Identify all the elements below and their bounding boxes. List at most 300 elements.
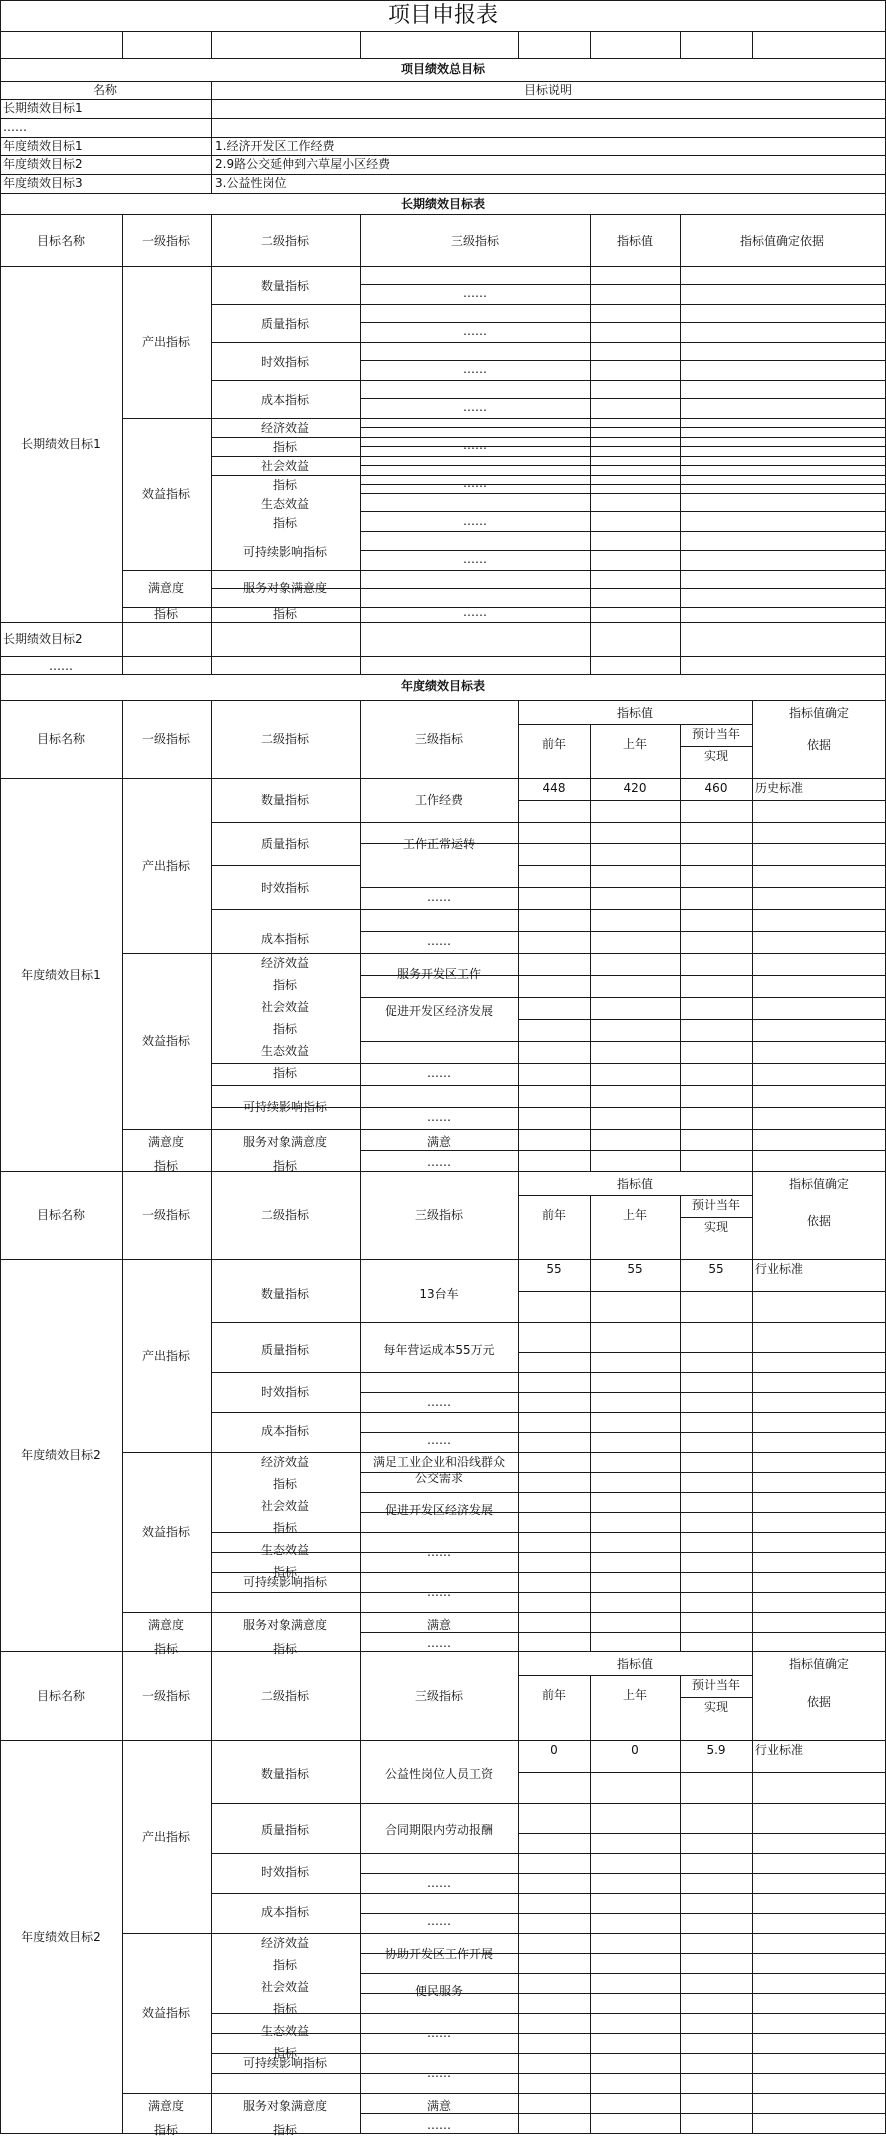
- service-satisfaction: 服务对象满意度: [242, 2099, 328, 2113]
- grid-line: [360, 909, 518, 910]
- economic-benefit: 经济效益: [260, 1936, 310, 1950]
- grid-line: [360, 931, 518, 932]
- grid-line: [518, 1853, 886, 1854]
- indicator-label: 指标: [272, 978, 298, 992]
- grid-line: [0, 118, 886, 119]
- level3-economic: 满足工业企业和沿线群众: [372, 1455, 506, 1469]
- satisfaction-indicator: 满意度: [147, 581, 185, 595]
- quantity-indicator: 数量指标: [260, 1767, 310, 1781]
- grid-line: [360, 31, 361, 59]
- ellipsis: ……: [427, 1636, 451, 1650]
- grid-line: [0, 31, 886, 32]
- level3-social: 促进开发区经济发展: [384, 1004, 494, 1018]
- grid-line: [0, 81, 886, 82]
- grid-line: [122, 31, 123, 59]
- grid-line: [0, 1740, 886, 1741]
- grid-line: [211, 304, 360, 305]
- grid-line: [518, 1772, 886, 1773]
- grid-line: [360, 1803, 518, 1804]
- header-level1: 一级指标: [141, 1208, 191, 1222]
- grid-line: [518, 1063, 886, 1064]
- benefit-indicator: 效益指标: [141, 1525, 191, 1539]
- grid-line: [211, 1853, 360, 1854]
- ellipsis: ……: [463, 286, 487, 300]
- level3-quantity: 公益性岗位人员工资: [384, 1767, 494, 1781]
- grid-line: [518, 1803, 886, 1804]
- header-level2: 二级指标: [260, 1208, 310, 1222]
- grid-line: [211, 456, 360, 457]
- grid-line: [360, 1412, 518, 1413]
- service-satisfaction: 服务对象满意度: [242, 581, 328, 595]
- ellipsis: ……: [427, 1876, 451, 1890]
- level3-economic: 公交需求: [414, 1471, 464, 1485]
- grid-line: [0, 1259, 886, 1260]
- indicator-label: 指标: [272, 1958, 298, 1972]
- header-value: 指标值: [616, 234, 654, 248]
- sustainable-indicator: 可持续影响指标: [242, 1100, 328, 1114]
- value-expected: 460: [704, 781, 728, 795]
- grid-line: [211, 1085, 360, 1086]
- quantity-indicator: 数量指标: [260, 1287, 310, 1301]
- grid-line: [518, 1085, 886, 1086]
- grid-line: [122, 1452, 886, 1453]
- grid-line: [518, 2113, 886, 2114]
- grid-line: [518, 1150, 886, 1151]
- service-satisfaction: 服务对象满意度: [242, 1618, 328, 1632]
- grid-line: [518, 1953, 886, 1954]
- grid-line: [518, 1552, 886, 1553]
- grid-line: [211, 437, 360, 438]
- benefit-indicator: 效益指标: [141, 1034, 191, 1048]
- grid-line: [590, 622, 591, 675]
- quality-indicator: 质量指标: [260, 1823, 310, 1837]
- header-prev2: 前年: [541, 1688, 567, 1702]
- level3-social: 促进开发区经济发展: [384, 1503, 494, 1517]
- header-level3: 三级指标: [414, 1208, 464, 1222]
- header-expected: 预计当年: [691, 1678, 741, 1692]
- header-level3: 三级指标: [450, 234, 500, 248]
- social-benefit: 社会效益: [260, 1980, 310, 1994]
- grid-line: [211, 31, 212, 59]
- ellipsis: ……: [427, 2066, 451, 2080]
- header-level1: 一级指标: [141, 234, 191, 248]
- ellipsis: ……: [427, 1545, 451, 1559]
- grid-line: [590, 1675, 591, 2134]
- quality-indicator: 质量指标: [260, 837, 310, 851]
- indicator-label: 指标: [272, 1022, 298, 1036]
- grid-line: [360, 1322, 518, 1323]
- header-basis: 依据: [806, 1694, 832, 1709]
- value-expected: 55: [708, 1262, 724, 1276]
- grid-line: [360, 887, 518, 888]
- grid-line: [122, 570, 886, 571]
- grid-line: [211, 822, 360, 823]
- header-level3: 三级指标: [414, 732, 464, 746]
- grid-line: [360, 1372, 518, 1373]
- header-level2: 二级指标: [260, 1688, 310, 1703]
- grid-line: [360, 1063, 518, 1064]
- grid-line: [518, 1322, 886, 1323]
- grid-line: [0, 137, 886, 138]
- header-goal: 目标名称: [36, 732, 86, 746]
- grid-line: [680, 1217, 752, 1218]
- service-satisfaction: 服务对象满意度: [242, 1135, 328, 1149]
- grid-line: [360, 1532, 518, 1533]
- value-prev1: 55: [627, 1262, 643, 1276]
- grid-line: [360, 342, 886, 343]
- grid-line: [0, 0, 1, 2134]
- ellipsis: ……: [427, 934, 451, 948]
- goal-name: 长期绩效目标2: [3, 632, 83, 646]
- satisfaction-indicator: 指标: [153, 2123, 179, 2137]
- grid-line: [518, 724, 752, 725]
- value-prev1: 420: [623, 781, 647, 795]
- grid-line: [360, 822, 518, 823]
- grid-line: [360, 1041, 518, 1042]
- ellipsis: ……: [427, 2118, 451, 2132]
- header-level3: 三级指标: [414, 1688, 464, 1703]
- summary-row-desc: 2.9路公交延伸到六草屋小区经费: [215, 157, 391, 171]
- level3-satisfaction: 满意: [426, 1135, 452, 1149]
- cost-indicator: 成本指标: [260, 932, 310, 946]
- header-prev1: 上年: [622, 737, 648, 751]
- grid-line: [680, 622, 681, 675]
- grid-line: [360, 531, 886, 532]
- grid-line: [211, 1893, 360, 1894]
- grid-line: [680, 1697, 752, 1698]
- ellipsis: ……: [463, 605, 487, 619]
- grid-line: [211, 2073, 360, 2074]
- grid-line: [360, 1392, 518, 1393]
- ellipsis: ……: [427, 1155, 451, 1169]
- grid-line: [211, 1412, 360, 1413]
- value-prev1: 0: [631, 1743, 639, 1757]
- grid-line: [122, 1129, 886, 1130]
- goal-name: 长期绩效目标1: [21, 437, 101, 451]
- grid-line: [518, 1675, 752, 1676]
- grid-line: [0, 155, 886, 156]
- grid-line: [211, 622, 212, 675]
- grid-line: [518, 822, 886, 823]
- header-basis: 指标值确定依据: [739, 234, 825, 248]
- grid-line: [360, 1107, 518, 1108]
- ellipsis: ……: [463, 400, 487, 414]
- economic-benefit: 经济效益: [260, 956, 310, 970]
- header-basis: 指标值确定: [788, 1177, 850, 1191]
- header-value: 指标值: [616, 706, 654, 720]
- output-indicator: 产出指标: [141, 1829, 191, 1844]
- satisfaction-indicator: 指标: [153, 1642, 179, 1656]
- grid-line: [360, 1973, 518, 1974]
- grid-line: [518, 31, 519, 59]
- grid-line: [680, 1195, 681, 1652]
- grid-line: [518, 1492, 886, 1493]
- value-basis: 历史标准: [755, 781, 804, 795]
- grid-line: [360, 456, 886, 457]
- grid-line: [518, 843, 886, 844]
- indicator-label: 指标: [272, 1521, 298, 1535]
- grid-line: [122, 1933, 886, 1934]
- grid-line: [360, 475, 886, 476]
- header-level1: 一级指标: [141, 732, 191, 746]
- indicator-label: 指标: [272, 478, 298, 492]
- benefit-indicator: 效益指标: [141, 2006, 191, 2020]
- grid-line: [518, 1352, 886, 1353]
- grid-line: [0, 700, 886, 701]
- quantity-indicator: 数量指标: [260, 279, 310, 293]
- social-benefit: 社会效益: [260, 1000, 310, 1014]
- grid-line: [518, 1195, 752, 1196]
- grid-line: [518, 1512, 886, 1513]
- grid-line: [590, 31, 591, 59]
- goal-name: 年度绩效目标2: [21, 1448, 101, 1462]
- header-value: 指标值: [616, 1657, 654, 1671]
- level3-satisfaction: 满意: [426, 2099, 452, 2113]
- grid-line: [518, 2073, 886, 2074]
- grid-line: [518, 1632, 886, 1633]
- ellipsis: ……: [463, 514, 487, 528]
- grid-line: [360, 1632, 518, 1633]
- grid-line: [518, 1107, 886, 1108]
- summary-row-name: ……: [3, 120, 27, 134]
- grid-line: [590, 1195, 591, 1652]
- grid-line: [360, 398, 886, 399]
- indicator-label: 指标: [272, 2046, 298, 2060]
- social-benefit: 社会效益: [260, 459, 310, 473]
- grid-line: [0, 58, 886, 59]
- grid-line: [360, 484, 886, 485]
- grid-line: [360, 1150, 518, 1151]
- grid-line: [518, 1993, 886, 1994]
- page-title: 项目申报表: [387, 3, 499, 28]
- goal-name: 年度绩效目标1: [21, 967, 101, 982]
- economic-benefit: 经济效益: [260, 421, 310, 435]
- grid-line: [211, 380, 360, 381]
- goal-more: ……: [49, 659, 73, 673]
- grid-line: [360, 427, 886, 428]
- header-goal: 目标名称: [36, 234, 86, 248]
- grid-line: [518, 2013, 886, 2014]
- grid-line: [0, 0, 886, 1]
- grid-line: [0, 622, 886, 623]
- sustainable-indicator: 可持续影响指标: [242, 1575, 328, 1589]
- grid-line: [122, 1612, 886, 1613]
- cost-indicator: 成本指标: [260, 1424, 310, 1438]
- grid-line: [211, 1322, 360, 1323]
- summary-row-name: 年度绩效目标2: [3, 157, 83, 171]
- grid-line: [518, 1913, 886, 1914]
- grid-line: [360, 322, 886, 323]
- level3-economic: 服务开发区工作: [396, 967, 482, 981]
- grid-line: [211, 214, 212, 675]
- level3-quantity: 13台车: [419, 1287, 459, 1301]
- grid-line: [518, 887, 886, 888]
- ellipsis: ……: [427, 1914, 451, 1928]
- grid-line: [360, 511, 886, 512]
- grid-line: [590, 724, 591, 1172]
- grid-line: [518, 2053, 886, 2054]
- ellipsis: ……: [427, 1110, 451, 1124]
- header-value: 指标值: [616, 1177, 654, 1191]
- grid-line: [680, 746, 752, 747]
- indicator-label: 指标: [272, 607, 298, 621]
- ellipsis: ……: [463, 362, 487, 376]
- timeliness-indicator: 时效指标: [260, 881, 310, 895]
- grid-line: [211, 1803, 360, 1804]
- grid-line: [122, 1651, 123, 2134]
- header-expected: 实现: [703, 749, 729, 763]
- grid-line: [360, 1893, 518, 1894]
- ecological-benefit: 生态效益: [260, 1044, 310, 1058]
- grid-line: [0, 214, 886, 215]
- grid-line: [360, 1492, 518, 1493]
- grid-line: [360, 446, 886, 447]
- header-expected: 实现: [703, 1700, 729, 1714]
- grid-line: [518, 997, 886, 998]
- grid-line: [518, 1392, 886, 1393]
- level3-quality: 工作正常运转: [402, 837, 476, 851]
- summary-row-desc: 3.公益性岗位: [215, 176, 287, 190]
- grid-line: [518, 1873, 886, 1874]
- grid-line: [360, 2113, 518, 2114]
- grid-line: [0, 778, 886, 779]
- value-basis: 行业标准: [755, 1743, 804, 1757]
- grid-line: [518, 1893, 886, 1894]
- header-expected: 预计当年: [691, 1198, 741, 1212]
- grid-line: [518, 1472, 886, 1473]
- grid-line: [360, 304, 886, 305]
- grid-line: [360, 622, 361, 675]
- grid-line: [518, 1412, 886, 1413]
- ellipsis: ……: [427, 1395, 451, 1409]
- grid-line: [518, 700, 519, 1172]
- benefit-indicator: 效益指标: [141, 487, 191, 501]
- grid-line: [211, 1592, 360, 1593]
- grid-line: [0, 1171, 886, 1172]
- indicator-label: 指标: [272, 1477, 298, 1491]
- grid-line: [0, 266, 886, 267]
- level3-quantity: 工作经费: [414, 793, 464, 807]
- header-prev1: 上年: [622, 1688, 648, 1702]
- grid-line: [0, 193, 886, 194]
- goal-name: 年度绩效目标2: [21, 1929, 101, 1944]
- output-indicator: 产出指标: [141, 858, 191, 873]
- header-prev2: 前年: [541, 737, 567, 751]
- grid-line: [518, 1372, 886, 1373]
- sustainable-indicator: 可持续影响指标: [242, 2056, 328, 2070]
- satisfaction-indicator: 满意度: [147, 1618, 185, 1632]
- level3-quality: 每年营运成本55万元: [383, 1343, 495, 1357]
- economic-benefit: 经济效益: [260, 1455, 310, 1469]
- grid-line: [122, 700, 123, 1172]
- social-benefit: 社会效益: [260, 1499, 310, 1513]
- grid-line: [518, 1572, 886, 1573]
- level3-satisfaction: 满意: [426, 1618, 452, 1632]
- grid-line: [211, 81, 212, 194]
- quality-indicator: 质量指标: [260, 317, 310, 331]
- header-expected: 预计当年: [691, 727, 741, 741]
- grid-line: [680, 724, 681, 1172]
- indicator-label: 指标: [272, 1159, 298, 1173]
- grid-line: [518, 1041, 886, 1042]
- value-prev2: 0: [550, 1743, 558, 1757]
- header-basis: 依据: [806, 738, 832, 752]
- grid-line: [518, 1592, 886, 1593]
- grid-line: [360, 380, 886, 381]
- header-level2: 二级指标: [260, 732, 310, 746]
- grid-line: [518, 1291, 886, 1292]
- grid-line: [518, 1019, 886, 1020]
- grid-line: [518, 1833, 886, 1834]
- timeliness-indicator: 时效指标: [260, 1865, 310, 1879]
- satisfaction-indicator: 指标: [153, 1159, 179, 1173]
- ellipsis: ……: [427, 1066, 451, 1080]
- grid-line: [211, 865, 360, 866]
- grid-line: [360, 1873, 518, 1874]
- header-goal: 目标名称: [36, 1208, 86, 1222]
- grid-line: [122, 1171, 123, 1652]
- grid-line: [518, 931, 886, 932]
- indicator-label: 指标: [272, 1066, 298, 1080]
- header-level2: 二级指标: [260, 234, 310, 248]
- ecological-benefit: 生态效益: [260, 497, 310, 511]
- indicator-label: 指标: [272, 1565, 298, 1579]
- grid-line: [360, 700, 361, 1172]
- header-prev1: 上年: [622, 1208, 648, 1222]
- ellipsis: ……: [427, 1585, 451, 1599]
- summary-row-name: 年度绩效目标3: [3, 176, 83, 190]
- value-prev2: 448: [542, 781, 566, 795]
- level3-quality: 合同期限内劳动报酬: [384, 1823, 494, 1837]
- grid-line: [0, 1651, 886, 1652]
- grid-line: [122, 418, 360, 419]
- header-basis: 依据: [806, 1214, 832, 1228]
- cost-indicator: 成本指标: [260, 393, 310, 407]
- grid-line: [122, 2093, 886, 2094]
- ellipsis: ……: [463, 552, 487, 566]
- indicator-label: 指标: [272, 440, 298, 454]
- ellipsis: ……: [463, 324, 487, 338]
- header-desc: 目标说明: [523, 83, 573, 97]
- grid-line: [360, 284, 886, 285]
- output-indicator: 产出指标: [141, 1348, 191, 1363]
- summary-row-name: 长期绩效目标1: [3, 101, 83, 115]
- cost-indicator: 成本指标: [260, 1905, 310, 1919]
- grid-line: [752, 700, 753, 1172]
- section-title-summary: 项目绩效总目标: [400, 62, 486, 76]
- value-expected: 5.9: [706, 1743, 726, 1757]
- grid-line: [360, 493, 886, 494]
- quality-indicator: 质量指标: [260, 1343, 310, 1357]
- quantity-indicator: 数量指标: [260, 793, 310, 807]
- grid-line: [211, 909, 360, 910]
- grid-line: [360, 2053, 518, 2054]
- grid-line: [518, 2033, 886, 2034]
- level3-social: 便民服务: [414, 1984, 464, 1998]
- indicator-label: 指标: [272, 2123, 298, 2137]
- value-basis: 行业标准: [755, 1262, 804, 1276]
- grid-line: [518, 1532, 886, 1533]
- grid-line: [752, 31, 753, 59]
- grid-line: [122, 214, 123, 675]
- satisfaction-indicator: 满意度: [147, 1135, 185, 1149]
- grid-line: [518, 800, 886, 801]
- ecological-benefit: 生态效益: [260, 2024, 310, 2038]
- header-prev2: 前年: [541, 1208, 567, 1222]
- satisfaction-indicator: 指标: [153, 607, 179, 621]
- grid-line: [211, 475, 360, 476]
- section-title-long-term: 长期绩效目标表: [400, 197, 486, 211]
